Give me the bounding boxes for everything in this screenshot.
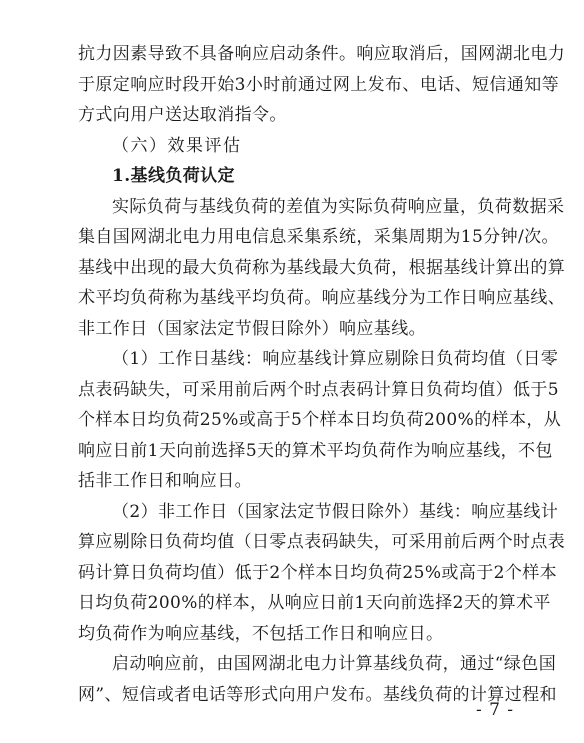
body-line: 均负荷作为响应基线，不包括工作日和响应日。 (78, 624, 444, 644)
body-line: 码计算日负荷均值）低于2个样本日均负荷25%或高于2个样本 (78, 563, 558, 583)
body-line: 实际负荷与基线负荷的差值为实际负荷响应量，负荷数据采 (112, 197, 565, 217)
body-line: 个样本日均负荷25%或高于5个样本日均负荷200%的样本，从 (78, 410, 562, 430)
body-line: 方式向用户送达取消指令。 (78, 105, 287, 125)
body-line: 网”、短信或者电话等形式向用户发布。基线负荷的计算过程和 (78, 685, 557, 705)
body-line: 术平均负荷称为基线平均负荷。响应基线分为工作日响应基线、 (78, 288, 566, 308)
body-line: 算应剔除日负荷均值（日零点表码缺失，可采用前后两个时点表 (78, 532, 566, 552)
body-line: 于原定响应时段开始3小时前通过网上发布、电话、短信通知等 (78, 75, 560, 95)
body-line: 集自国网湖北电力用电信息采集系统，采集周期为15分钟/次。 (78, 227, 559, 247)
body-line: （1）工作日基线：响应基线计算应剔除日负荷均值（日零 (112, 349, 559, 369)
body-line: （2）非工作日（国家法定节假日除外）基线：响应基线计 (112, 502, 559, 522)
body-line: 日均负荷200%的样本，从响应日前1天向前选择2天的算术平 (78, 593, 551, 613)
subsection-heading: 1.基线负荷认定 (112, 166, 235, 186)
body-line: 基线中出现的最大负荷称为基线最大负荷，根据基线计算出的算 (78, 258, 566, 278)
body-line: 点表码缺失，可采用前后两个时点表码计算日负荷均值）低于5 (78, 380, 560, 400)
section-heading: （六）效果评估 (112, 136, 242, 156)
page-number: - 7 - (475, 700, 515, 720)
body-line: 抗力因素导致不具备响应启动条件。响应取消后，国网湖北电力 (78, 44, 566, 64)
body-line: 非工作日（国家法定节假日除外）响应基线。 (78, 319, 426, 339)
body-line: 括非工作日和响应日。 (78, 471, 252, 491)
body-line: 启动响应前，由国网湖北电力计算基线负荷，通过“绿色国 (112, 654, 557, 674)
body-line: 响应日前1天向前选择5天的算术平均负荷作为响应基线，不包 (78, 441, 553, 461)
